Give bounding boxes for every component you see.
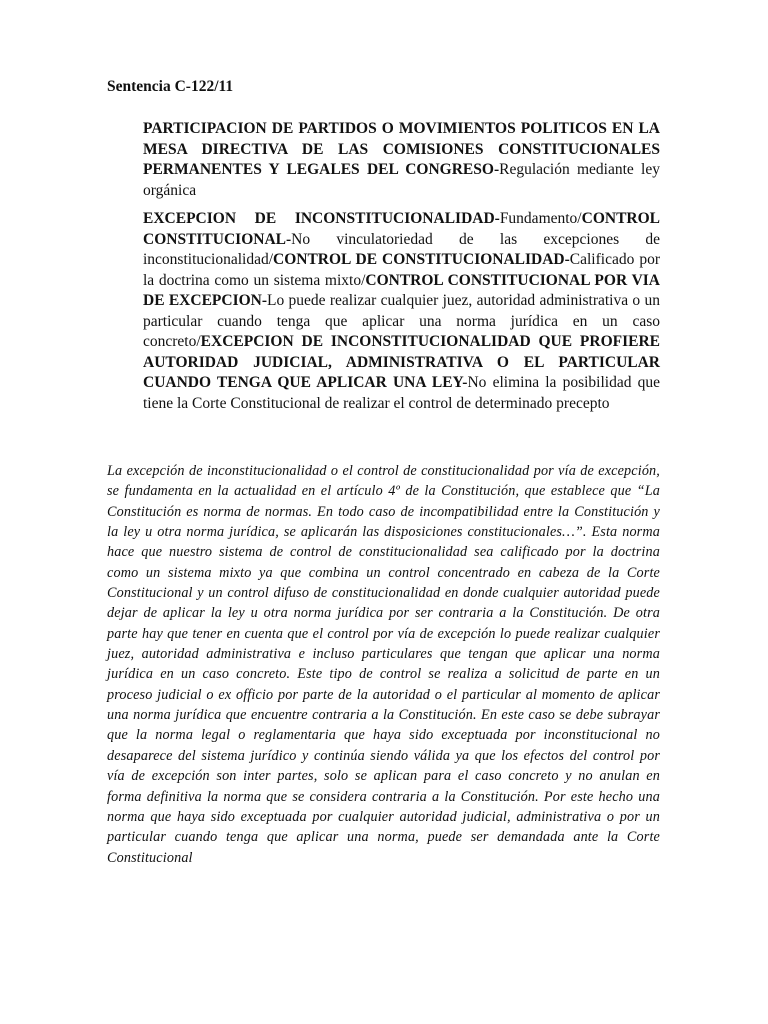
summary-2-text-7: Lo puede realizar cualquier juez, autoridad administrativa o un particular cuando tenga que aplicar una norma jurídica en un caso concreto/	[143, 292, 660, 350]
summary-2-text-1: Fundamento/	[499, 210, 582, 227]
summary-2-text-3: No vinculatoriedad de las excepciones de inconstitucionalidad/	[143, 230, 660, 268]
body-paragraph: La excepción de inconstitucionalidad o el control de constitucionalidad por vía de excepción, se fundamenta en la actualidad en el artículo 4º de la Constitución, que establece que “La Constitución es norma de normas. En todo caso de incompatibilidad entre la Constitución y la ley u otra norma jurídica, se aplicarán las disposiciones constitucionales…”. Esta norma hace que nuestro sistema de control de constitucionalidad sea calificado por la doctrina como un sistema mixto ya que combina un control concentrado en cabeza de la Corte Constitucional y un control difuso de constitucionalidad en donde cualquier autoridad puede dejar de aplicar la ley u otra norma jurídica por ser contraria a la Constitución. De otra parte hay que tener en cuenta que el control por vía de excepción lo puede realizar cualquier juez, autoridad administrativa e incluso particulares que tengan que aplicar una norma jurídica en un caso concreto. Este tipo de control se realiza a solicitud de parte en un proceso judicial o ex officio por parte de la autoridad o el particular al momento de aplicar una norma jurídica que encuentre contraria a la Constitución. En este caso se debe subrayar que la norma legal o reglamentaria que haya sido exceptuada por inconstitucional no desaparece del sistema jurídico y continúa siendo válida ya que los efectos del control por vía de excepción son inter partes, solo se aplican para el caso concreto y no anulan en forma definitiva la norma que se considera contraria a la Constitución. Por este hecho una norma que haya sido exceptuada por cualquier autoridad judicial, administrativa o por un particular cuando tenga que aplicar una norma, puede ser demandada ante la Corte Constitucional	[107, 463, 660, 866]
summary-2-bold-0: EXCEPCION DE INCONSTITUCIONALIDAD-	[143, 210, 500, 227]
summary-2-bold-6: CONTROL CONSTITUCIONAL POR VIA DE EXCEPCION-	[143, 271, 660, 309]
summary-2-text-5: Calificado por la doctrina como un sistema mixto/	[143, 251, 660, 289]
summary-1-text-1: Regulación mediante ley orgánica	[143, 161, 660, 199]
case-title: Sentencia C-122/11	[107, 78, 234, 95]
summary-1-bold-0: PARTICIPACION DE PARTIDOS O MOVIMIENTOS POLITICOS EN LA MESA DIRECTIVA DE LAS COMISIONES CONSTITUCIONALES PERMANENTES Y LEGALES DEL CONGRESO-	[143, 120, 660, 178]
summary-block-2	[143, 209, 660, 414]
summary-2-bold-8: EXCEPCION DE INCONSTITUCIONALIDAD QUE PROFIERE AUTORIDAD JUDICIAL, ADMINISTRATIVA O EL PARTICULAR CUANDO TENGA QUE APLICAR UNA LEY-	[143, 333, 660, 391]
summary-2-text-9: No elimina la posibilidad que tiene la Corte Constitucional de realizar el control de determinado precepto	[143, 374, 660, 412]
summary-block-1	[143, 119, 660, 201]
summary-2-bold-4: CONTROL DE CONSTITUCIONALIDAD-	[273, 251, 570, 268]
summary-2-bold-2: CONTROL CONSTITUCIONAL-	[143, 210, 660, 248]
